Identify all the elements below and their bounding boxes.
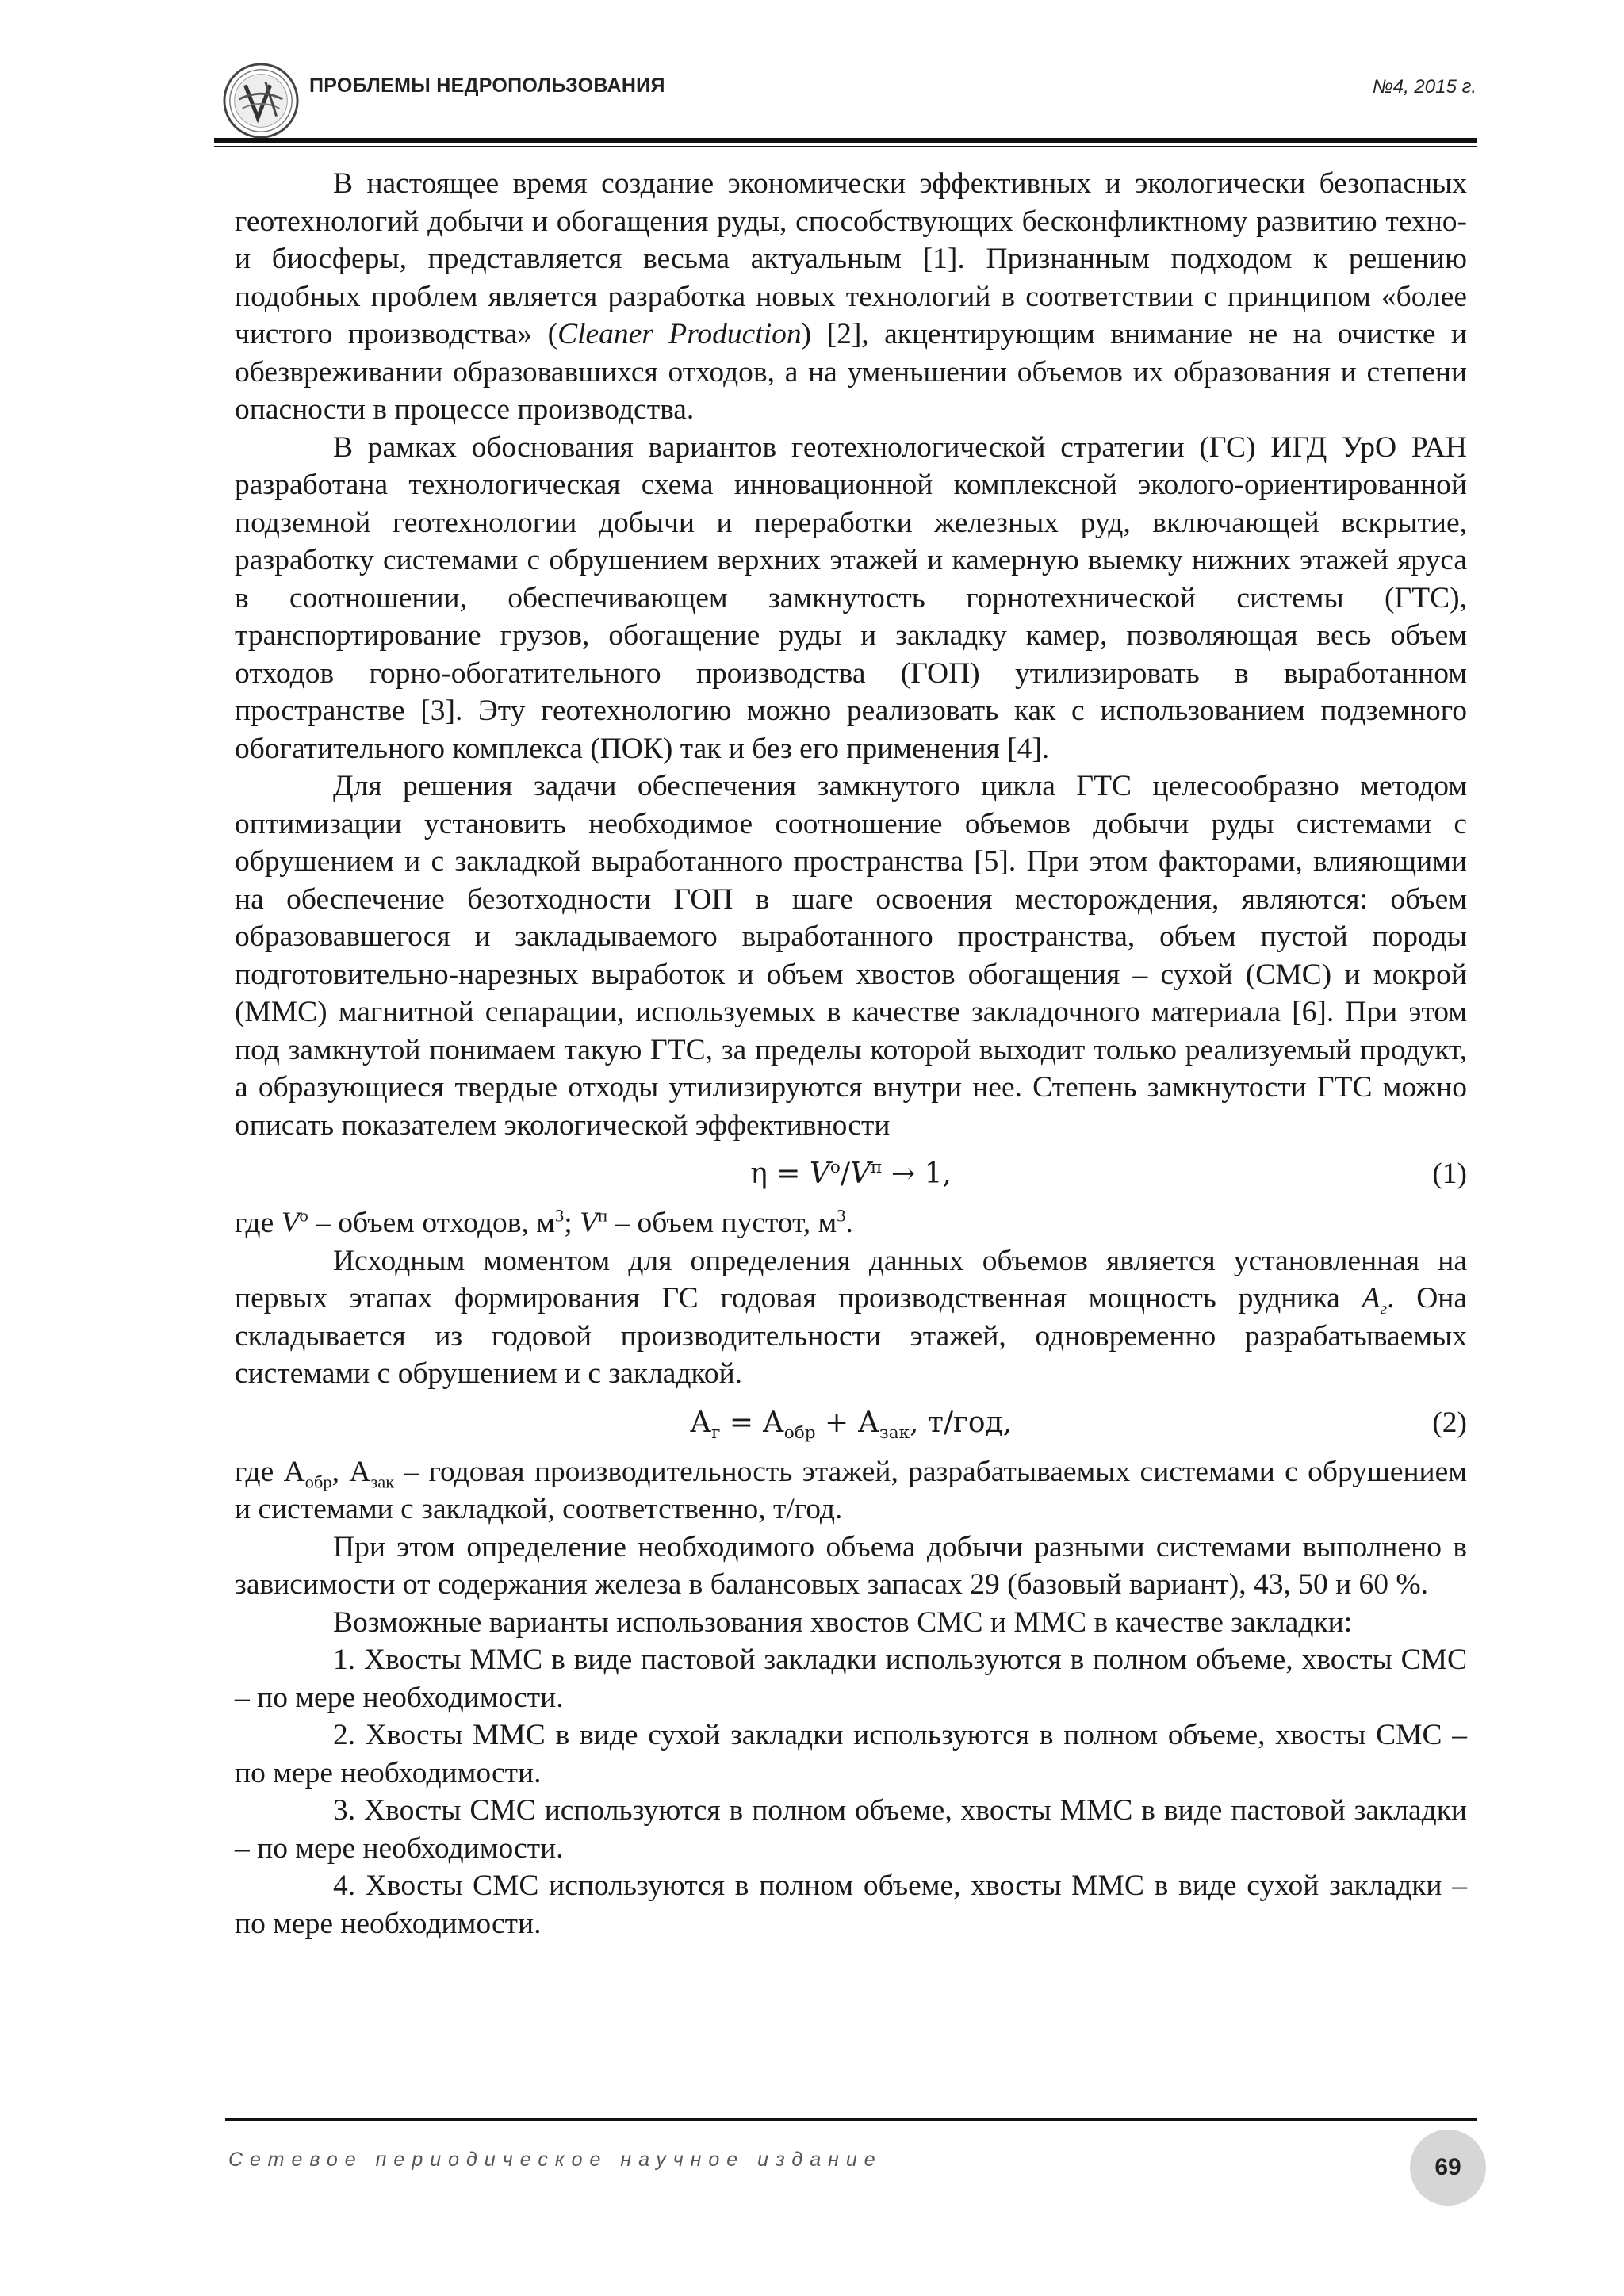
header-rule-thin [214, 146, 1477, 147]
paragraph-3: Для решения задачи обеспечения замкнутого цикла ГТС целесообразно методом оптимизации установить необходимое соотношение объемов добычи руды системами с обрушением и с закладкой выработанного пространства [5]. При этом факторами, влияющими на обеспечение безотходности ГОП в шаге освоения месторождения, являются: объем образовавшегося и закладываемого выработанного пространства, объем пустой породы подготовительно-нарезных выработок и объем хвостов обогащения – сухой (СМС) и мокрой (ММС) магнитной сепарации, используемых в качестве закладочного материала [6]. При этом под замкнутой понимаем такую ГТС, за пределы которой выходит только реализуемый продукт, а образующиеся твердые отходы утилизируются внутри нее. Степень замкнутости ГТС можно описать показателем экологической эффективности [235, 770, 1467, 1142]
list-item: 4. Хвосты СМС используются в полном объеме, хвосты ММС в виде сухой закладки – по мере необходимости. [235, 1869, 1467, 1940]
article-body [235, 165, 1467, 1942]
formula-2-number: (2) [1432, 1406, 1467, 1439]
footer-rule [225, 2118, 1477, 2121]
page-header [222, 55, 1477, 143]
journal-logo-icon [222, 62, 300, 140]
paragraph-6: Возможные варианты использования хвостов СМС и ММС в качестве закладки: [333, 1605, 1353, 1639]
formula-2-where: где $А_{обр}$, $А_{зак}$ – годовая производительность этажей, разрабатываемых системами с обрушением и системами с закладкой, соответственно, т/год. [235, 1455, 1468, 1525]
header-rule [214, 138, 1477, 143]
paragraph-1: В настоящее время создание экономически эффективных и экологически безопасных геотехнологий добычи и обогащения руды, способствующих бесконфликтному развитию техно- и биосферы, представляется весьма актуальным [1]. Признанным подходом к решению подобных проблем является разработка новых технологий в соответствии с принципом «более чистого производства» (Cleaner Production) [2], акцентирующим внимание не на очистке и обезвреживании образовавшихся отходов, а на уменьшении объемов их образования и степени опасности в процессе производства. [235, 167, 1467, 426]
formula-2 [235, 1393, 1467, 1453]
formula-1-where: где $V^о$ – объем отходов, $м^3$; $V^п$ – объем пустот, $м^3$. [235, 1205, 853, 1239]
formula-1 [235, 1144, 1467, 1204]
formula-1-number: (1) [1432, 1158, 1467, 1190]
cleaner-production-term: Cleaner Production [557, 318, 802, 350]
footer-text: Сетевое периодическое научное издание [228, 2149, 883, 2171]
list-item: 3. Хвосты СМС используются в полном объеме, хвосты ММС в виде пастовой закладки – по мере необходимости. [235, 1794, 1467, 1865]
issue-number: №4, 2015 г. [1372, 76, 1477, 98]
formula-2-expression: $А_г = А_{обр} + А_{зак}$, т/год, [689, 1406, 1013, 1443]
paragraph-5: При этом определение необходимого объема добычи разными системами выполнено в зависимости от содержания железа в балансовых запасах 29 (базовый вариант), 43, 50 и 60 %. [235, 1530, 1467, 1601]
list-item: 2. Хвосты ММС в виде сухой закладки используются в полном объеме, хвосты СМС – по мере необходимости. [235, 1719, 1467, 1789]
journal-title: ПРОБЛЕМЫ НЕДРОПОЛЬЗОВАНИЯ [309, 75, 665, 97]
paragraph-2: В рамках обоснования вариантов геотехнологической стратегии (ГС) ИГД УрО РАН разработана технологическая схема инновационной комплексной эколого-ориентированной подземной геотехнологии добычи и переработки железных руд, включающей вскрытие, разработку системами с обрушением верхних этажей и камерную выемку нижних этажей яруса в соотношении, обеспечивающем замкнутость горнотехнической системы (ГТС), транспортирование грузов, обогащение руды и закладку камер, позволяющая весь объем отходов горно-обогатительного производства (ГОП) утилизировать в выработанном пространстве [3]. Эту геотехнологию можно реализовать как с использованием подземного обогатительного комплекса (ПОК) так и без его применения [4]. [235, 430, 1467, 765]
page-number: 69 [1410, 2130, 1486, 2206]
paragraph-4: Исходным моментом для определения данных объемов является установленная на первых этапах формирования ГС годовая производственная мощность рудника $А_г$. Она складывается из годовой производительности этажей, одновременно разрабатываемых системами с обрушением и с закладкой. [235, 1244, 1467, 1390]
formula-1-expression: $\eta = V^о/V^п \to 1$, [750, 1158, 952, 1190]
list-item: 1. Хвосты ММС в виде пастовой закладки используются в полном объеме, хвосты СМС – по мере необходимости. [235, 1644, 1467, 1714]
